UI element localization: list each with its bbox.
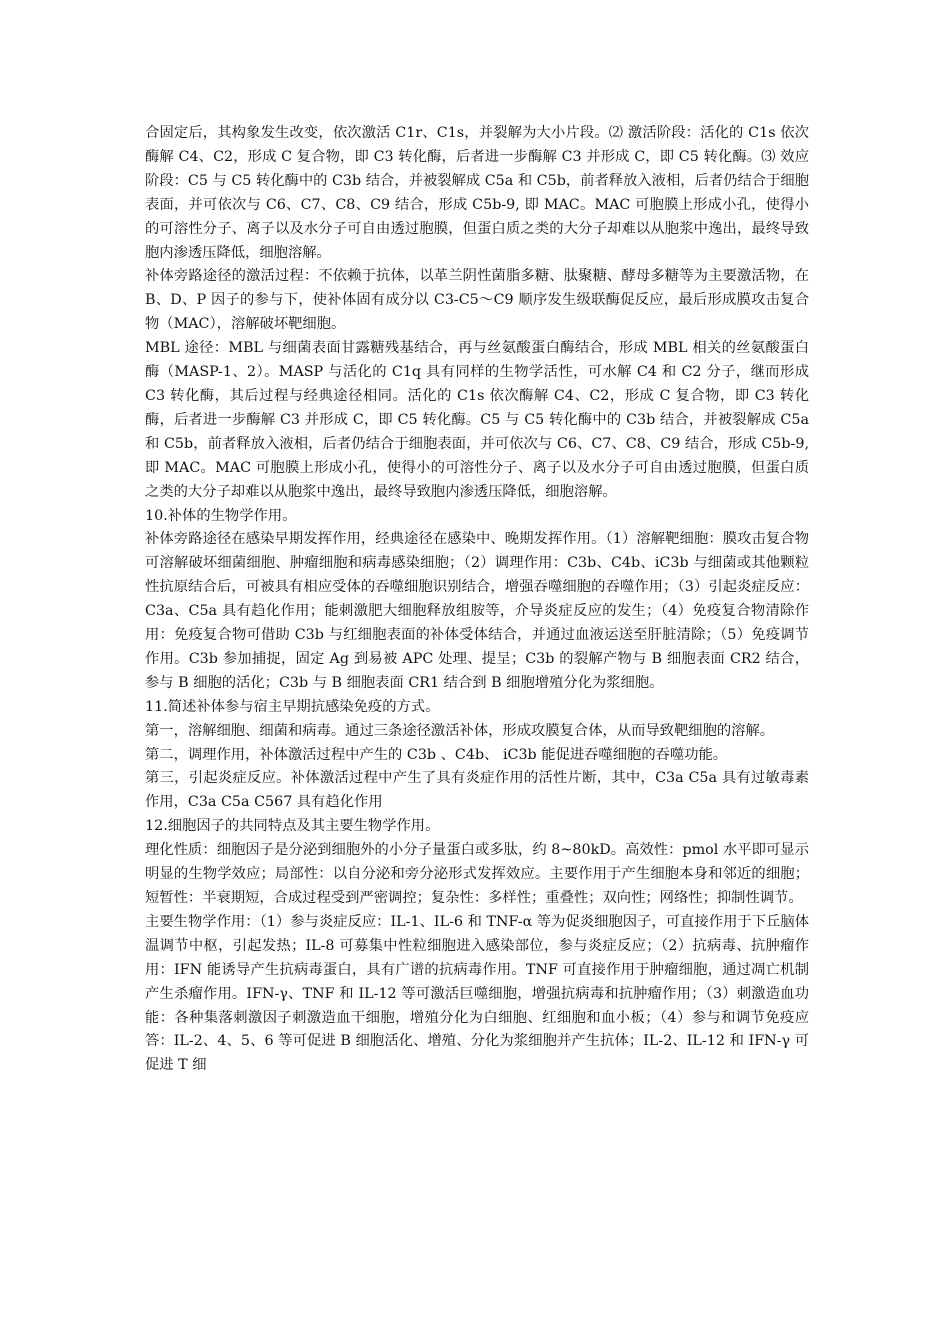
paragraph-point-one: 第一，溶解细胞、细菌和病毒。通过三条途径激活补体，形成攻膜复合体，从而导致靶细胞的溶解。 xyxy=(145,722,775,739)
heading-question-10: 10.补体的生物学作用。 xyxy=(145,507,297,524)
heading-question-12: 12.细胞因子的共同特点及其主要生物学作用。 xyxy=(145,818,440,835)
paragraph-mbl-pathway: MBL 途径：MBL 与细菌表面甘露糖残基结合，再与丝氨酸蛋白酶结合，形成 MBL 相关的丝氨酸蛋白酶（MASP-1、2）。MASP 与活化的 C1q 具有同样的生物学活性，可水解 C4 和 C2 分子，继而形成 C3 转化酶，其后过程与经典途径相同。活化的 C1s 依次酶解 C4、C2，形成 C 复合物，即 C3 转化酶，后者进一步酶解 C3 并形成 C，即 C5 转化酶。C5 与 C5 转化酶中的 C3b 结合，并被裂解成 C5a 和 C5b，前者释放入液相，后者仍结合于细胞表面，并可依次与 C6、C7、C8、C9 结合，形成 C5b-9,即 MAC。MAC 可胞膜上形成小孔，使得小的可溶性分子、离子以及水分子可自由透过胞膜，但蛋白质之类的大分子却难以从胞浆中逸出，最终导致胞内渗透压降低，细胞溶解。 xyxy=(145,340,809,500)
paragraph-alternative-pathway: 补体旁路途径的激活过程：不依赖于抗体，以革兰阴性菌脂多糖、肽聚糖、酵母多糖等为主要激活物，在 B、D、P 因子的参与下，使补体固有成分以 C3-C5～C9 顺序发生级联酶促反应，最后形成膜攻击复合物（MAC），溶解破坏靶细胞。 xyxy=(145,268,809,333)
paragraph-complement-biological-functions: 补体旁路途径在感染早期发挥作用，经典途径在感染中、晚期发挥作用。（1）溶解靶细胞：膜攻击复合物可溶解破坏细菌细胞、肿瘤细胞和病毒感染细胞；（2）调理作用：C3b、C4b、iC3b 与细菌或其他颗粒性抗原结合后，可被具有相应受体的吞噬细胞识别结合，增强吞噬细胞的吞噬作用；（3）引起炎症反应：C3a、C5a 具有趋化作用；能刺激肥大细胞释放组胺等，介导炎症反应的发生；（4）免疫复合物清除作用：免疫复合物可借助 C3b 与红细胞表面的补体受体结合，并通过血液运送至肝脏清除；（5）免疫调节作用。C3b 参加捕捉，固定 Ag 到易被 APC 处理、提呈；C3b 的裂解产物与 B 细胞表面 CR2 结合，参与 B 细胞的活化；C3b 与 B 细胞表面 CR1 结合到 B 细胞增殖分化为浆细胞。 xyxy=(145,531,809,691)
paragraph-cytokine-functions: 主要生物学作用：（1）参与炎症反应：IL-1、IL-6 和 TNF-α 等为促炎细胞因子，可直接作用于下丘脑体温调节中枢，引起发热；IL-8 可募集中性粒细胞进入感染部位，参与炎症反应；（2）抗病毒、抗肿瘤作用：IFN 能诱导产生抗病毒蛋白，具有广谱的抗病毒作用。TNF 可直接作用于肿瘤细胞，通过凋亡机制产生杀瘤作用。IFN-γ、TNF 和 IL-12 等可激活巨噬细胞，增强抗病毒和抗肿瘤作用；（3）刺激造血功能：各种集落刺激因子刺激造血干细胞，增殖分化为白细胞、红细胞和血小板；（4）参与和调节免疫应答：IL-2、4、5、6 等可促进 B 细胞活化、增殖、分化为浆细胞并产生抗体；IL-2、IL-12 和 IFN-γ 可促进 T 细 xyxy=(145,913,809,1074)
heading-question-11: 11.简述补体参与宿主早期抗感染免疫的方式。 xyxy=(145,698,440,715)
document-body xyxy=(145,122,809,1078)
paragraph-point-two: 第二，调理作用，补体激活过程中产生的 C3b 、C4b、 iC3b 能促进吞噬细胞的吞噬功能。 xyxy=(145,746,728,763)
paragraph-point-three: 第三，引起炎症反应。补体激活过程中产生了具有炎症作用的活性片断，其中，C3a C5a 具有过敏毒素作用，C3a C5a C567 具有趋化作用 xyxy=(145,770,809,811)
paragraph-classical-pathway-stages: 合固定后，其构象发生改变，依次激活 C1r、C1s，并裂解为大小片段。⑵ 激活阶段：活化的 C1s 依次酶解 C4、C2，形成 C 复合物，即 C3 转化酶，后者进一步酶解 C3 并形成 C，即 C5 转化酶。⑶ 效应阶段：C5 与 C5 转化酶中的 C3b 结合，并被裂解成 C5a 和 C5b，前者释放入液相，后者仍结合于细胞表面，并可依次与 C6、C7、C8、C9 结合，形成 C5b-9, 即 MAC。MAC 可胞膜上形成小孔，使得小的可溶性分子、离子以及水分子可自由透过胞膜，但蛋白质之类的大分子却难以从胞浆中逸出，最终导致胞内渗透压降低，细胞溶解。 xyxy=(145,125,809,261)
paragraph-cytokine-properties: 理化性质：细胞因子是分泌到细胞外的小分子量蛋白或多肽，约 8~80kD。高效性：pmol 水平即可显示明显的生物学效应；局部性：以自分泌和旁分泌形式发挥效应。主要作用于产生细胞本身和邻近的细胞；短暂性：半衰期短，合成过程受到严密调控；复杂性：多样性；重叠性；双向性；网络性；抑制性调节。 xyxy=(145,842,809,906)
